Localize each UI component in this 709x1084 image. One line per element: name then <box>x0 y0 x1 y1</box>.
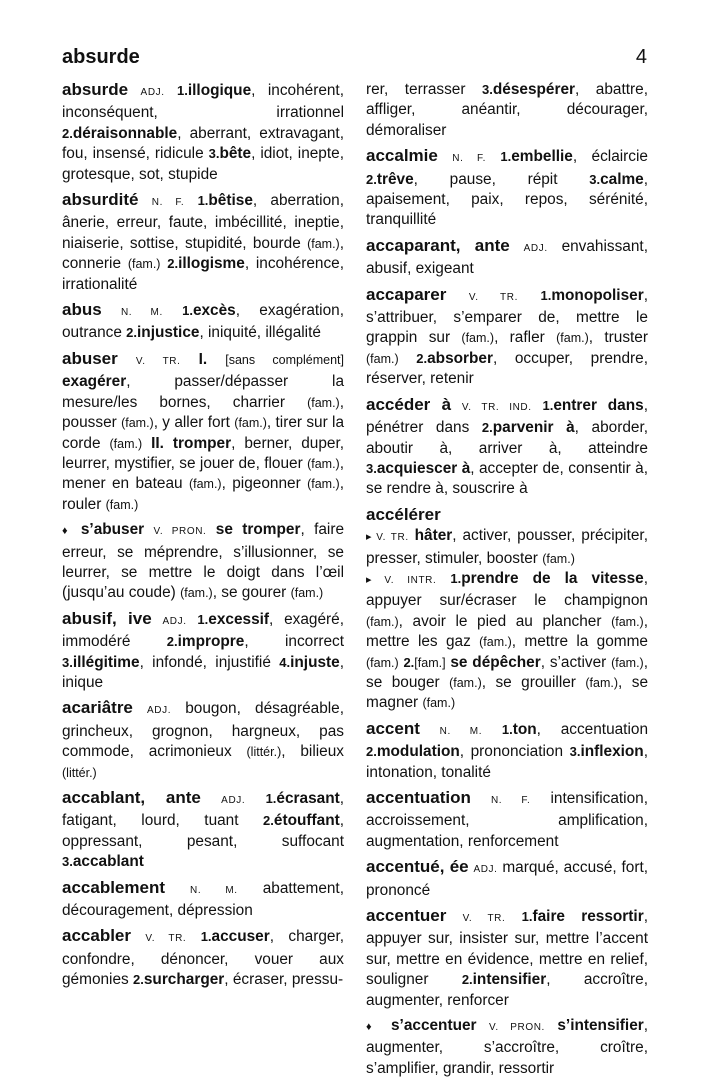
headword: accéder à <box>366 394 452 414</box>
register-label: (fam.) <box>307 456 340 471</box>
register-label: (fam.) <box>556 331 589 346</box>
keyword: faire ressortir <box>532 908 644 926</box>
running-head: absurde <box>62 46 140 68</box>
dictionary-entry: abus N. M. 1.excès, exagération, outrance 2.injustice, iniquité, illégalité <box>62 300 344 342</box>
headword: accentué, ée <box>366 857 469 877</box>
keyword: injuste <box>290 653 340 671</box>
register-label: (fam.) <box>422 696 456 711</box>
register-label: (fam.) <box>105 497 139 512</box>
sense-number: 1. <box>500 149 512 165</box>
keyword: acquiescer à <box>376 459 471 477</box>
keyword: bêtise <box>208 192 253 210</box>
register-label: (fam.) <box>449 675 482 690</box>
keyword: se tromper <box>215 521 301 539</box>
keyword: étouffant <box>273 812 340 830</box>
register-label: (fam.) <box>611 614 644 629</box>
keyword: hâter <box>414 527 453 545</box>
right-column <box>366 80 648 1084</box>
keyword: embellie <box>511 148 573 166</box>
register-label: (fam.) <box>366 614 399 629</box>
headword: accaparant, ante <box>366 235 510 255</box>
sense-number: 3. <box>482 82 493 97</box>
grammar-label: V. INTR. <box>384 574 437 586</box>
sense-number: 1. <box>182 303 193 319</box>
sense-number: 1. <box>200 929 212 945</box>
keyword: tromper <box>172 434 232 452</box>
register-label: (fam.) <box>290 586 324 601</box>
dictionary-entry: abuser V. TR. I. [sans complément] exagérer, passer/dépasser la mesure/les bornes, charrier (fam.), pousser (fam.), y aller fort (fam.), tirer sur la corde (fam.) II. tromper, berner, duper, leurrer, mystifier, se jouer de, flouer (fam.), mener en bateau (fam.), pigeonner (fam.), rouler (fam.) <box>62 348 345 513</box>
keyword: accablant <box>72 853 144 871</box>
headword: accablant, ante <box>62 788 201 807</box>
keyword: illégitime <box>72 653 140 671</box>
dictionary-entry: ♦ s’abuser V. PRON. se tromper, faire erreur, se méprendre, s’illusionner, se leurrer, se mettre le doigt dans l’œil (jusqu’au coude) (fam.), se gourer (fam.) <box>62 521 345 602</box>
bullet-marker: ▸ <box>366 531 377 544</box>
sense-number: 2. <box>263 813 274 829</box>
keyword: excessif <box>208 610 270 628</box>
register-label: (littér.) <box>246 745 282 760</box>
sense-number: 2. <box>366 744 377 760</box>
register-label: (fam.) <box>307 236 340 251</box>
sense-number: 1. <box>265 791 277 806</box>
sub-sense: ▸ V. INTR. 1.prendre de la vitesse, appuyer sur/écraser le champignon (fam.), avoir le pied au plancher (fam.), mettre les gaz (fam.), mettre la gomme (fam.) 2.[fam.] se dépêcher, s’activer (fam.), se bouger (fam.), se grouiller (fam.), se magner (fam.) <box>366 569 649 712</box>
register-label: (fam.) <box>542 551 575 566</box>
sense-number: 2. <box>461 972 473 988</box>
dictionary-entry: accablant, ante ADJ. 1.écrasant, fatigant, lourd, tuant 2.étouffant, oppressant, pesant, suffocant 3.accablant <box>62 788 345 871</box>
sense-number: 2. <box>481 420 493 436</box>
grammar-label: N. F. <box>452 153 486 165</box>
headword: absurde <box>62 80 129 99</box>
sense-number: 2. <box>133 972 144 988</box>
bullet-marker: ♦ <box>62 525 81 538</box>
register-label: (fam.) <box>366 351 399 366</box>
dictionary-entry: accaparant, ante ADJ. envahissant, abusif, exigeant <box>366 235 648 278</box>
sub-sense: ▸ V. TR. hâter, activer, pousser, précipiter, presser, stimuler, booster (fam.) <box>366 527 648 567</box>
sense-number: 1. <box>521 909 533 925</box>
grammar-label: ADJ. <box>140 87 165 98</box>
keyword: impropre <box>177 633 245 651</box>
register-label: (fam.) <box>479 635 512 650</box>
sense-number: 3. <box>208 146 220 162</box>
left-column <box>62 80 344 996</box>
register-label: (littér.) <box>62 765 97 780</box>
grammar-label: ADJ. <box>147 705 172 717</box>
register-label: (fam.) <box>188 477 222 492</box>
headword: accalmie <box>366 146 438 166</box>
sense-number: 2. <box>126 325 138 341</box>
grammar-label: V. TR. <box>135 355 181 367</box>
sense-number: 1. <box>177 83 188 98</box>
sense-number: 2. <box>166 634 178 650</box>
grammar-label: ADJ. <box>162 615 187 627</box>
keyword: exagérer <box>62 373 127 391</box>
register-label: (fam.) <box>180 586 213 601</box>
headword: accentuation <box>366 788 471 807</box>
sense-number: 2. <box>416 350 428 366</box>
grammar-label: V. PRON. <box>488 1022 545 1034</box>
dictionary-entry: accalmie N. F. 1.embellie, éclaircie 2.trêve, pause, répit 3.calme, apaisement, paix, repos, sérénité, tranquillité <box>366 146 648 229</box>
keyword: inflexion <box>580 743 644 761</box>
grammar-label: ADJ. <box>473 864 498 876</box>
keyword: II. <box>151 434 164 452</box>
dictionary-entry: accabler V. TR. 1.accuser, charger, confondre, dénoncer, vouer aux gémonies 2.surcharger, écraser, pressu- <box>62 926 344 989</box>
headword: accentuer <box>366 906 447 926</box>
register-label: (fam.) <box>307 395 340 410</box>
keyword: illogisme <box>178 255 245 273</box>
register-label: (fam.) <box>366 655 399 670</box>
sense-number: 2. <box>62 125 73 141</box>
sense-number: 1. <box>501 721 513 737</box>
register-label: (fam.) <box>121 416 154 431</box>
sense-number: 1. <box>197 611 209 627</box>
keyword: modulation <box>376 743 460 761</box>
sense-number: 1. <box>197 193 209 209</box>
dictionary-entry: accentué, ée ADJ. marqué, accusé, fort, prononcé <box>366 857 648 899</box>
headword: accabler <box>62 926 131 946</box>
keyword: bête <box>219 145 252 163</box>
register-label: (fam.) <box>127 257 161 272</box>
keyword: s’intensifier <box>557 1017 644 1035</box>
keyword: illogique <box>187 82 252 99</box>
register-label: [fam.] <box>414 655 446 670</box>
sense-number: 4. <box>279 654 291 670</box>
keyword: s’abuser <box>80 521 145 539</box>
sense-number: 2. <box>403 654 415 670</box>
grammar-label: V. TR. <box>145 933 187 945</box>
sense-number: 2. <box>167 256 179 272</box>
keyword: calme <box>600 170 644 188</box>
grammar-label: V. TR. <box>462 913 506 925</box>
keyword: écrasant <box>276 790 340 807</box>
register-label: (fam.) <box>307 477 340 492</box>
keyword: accuser <box>211 928 270 946</box>
keyword: prendre de la vitesse <box>461 569 644 587</box>
keyword: excès <box>192 302 236 320</box>
grammar-label: V. PRON. <box>153 526 207 538</box>
sense-number: 3. <box>62 854 73 870</box>
headword: abusif, ive <box>62 608 152 628</box>
grammar-label: N. M. <box>120 307 163 319</box>
keyword: monopoliser <box>551 286 644 304</box>
grammar-label: ADJ. <box>221 795 246 806</box>
dictionary-entry: accablement N. M. abattement, découragement, dépression <box>62 877 344 920</box>
grammar-label: V. TR. <box>376 532 409 544</box>
page-header <box>62 46 647 76</box>
dictionary-entry: accent N. M. 1.ton, accentuation 2.modulation, prononciation 3.inflexion, intonation, tonalité <box>366 718 648 781</box>
headword: accent <box>366 718 420 738</box>
grammar-label: N. M. <box>190 884 238 896</box>
keyword: entrer dans <box>553 396 644 414</box>
register-label: (fam.) <box>611 655 644 670</box>
grammar-label: V. TR. IND. <box>461 401 532 413</box>
headword: accablement <box>62 877 165 897</box>
sense-number: 3. <box>589 171 601 187</box>
keyword: intensifier <box>472 971 547 989</box>
grammar-label: N. M. <box>439 725 483 737</box>
headword: abuser <box>62 348 118 368</box>
sense-number: 2. <box>366 171 377 187</box>
dictionary-entry: accentuation N. F. intensification, accroissement, amplification, augmentation, renforcement <box>366 788 648 850</box>
dictionary-entry: accentuer V. TR. 1.faire ressortir, appuyer sur, insister sur, mettre l’accent sur, mettre en évidence, mettre en relief, souligner 2.intensifier, accroître, augmenter, renforcer <box>366 906 648 1009</box>
sense-number: 3. <box>569 744 581 760</box>
register-label: [sans complément] <box>225 352 344 367</box>
sense-number: 3. <box>366 460 377 476</box>
keyword: s’accentuer <box>390 1017 477 1035</box>
sense-number: 1. <box>542 397 554 413</box>
keyword: surcharger <box>143 971 225 989</box>
dictionary-entry: absurdité N. F. 1.bêtise, aberration, ânerie, erreur, faute, imbécillité, ineptie, niaiserie, sottise, stupidité, bourde (fam.), connerie (fam.) 2.illogisme, incohérence, irrationalité <box>62 190 344 293</box>
grammar-label: N. F. <box>490 795 531 806</box>
headword: accaparer <box>366 284 447 304</box>
register-label: (fam.) <box>234 416 267 431</box>
headword: absurdité <box>62 190 139 210</box>
keyword: ton <box>512 720 537 738</box>
keyword: I. <box>198 350 208 368</box>
dictionary-entry: rer, terrasser 3.désespérer, abattre, affliger, anéantir, décourager, démoraliser <box>366 81 648 139</box>
bullet-marker: ♦ <box>366 1021 391 1034</box>
keyword: trêve <box>376 170 414 188</box>
dictionary-entry: absurde ADJ. 1.illogique, incohérent, inconséquent, irrationnel 2.déraisonnable, aberrant, extravagant, fou, insensé, ridicule 3.bête, idiot, inepte, grotesque, sot, stupide <box>62 80 344 183</box>
keyword: absorber <box>427 349 493 367</box>
sense-number: 1. <box>450 570 462 586</box>
dictionary-entry: accaparer V. TR. 1.monopoliser, s’attribuer, s’emparer de, mettre le grappin sur (fam.), rafler (fam.), truster (fam.) 2.absorber, occuper, prendre, réserver, retenir <box>366 284 648 388</box>
dictionary-entry: acariâtre ADJ. bougon, désagréable, grincheux, grognon, hargneux, pas commode, acrimonieux (littér.), bilieux (littér.) <box>62 698 345 780</box>
headword: abus <box>62 300 102 320</box>
grammar-label: V. TR. <box>468 291 518 303</box>
headword: acariâtre <box>62 698 133 718</box>
keyword: désespérer <box>492 81 575 98</box>
headword: accélérer <box>366 504 441 524</box>
keyword: injustice <box>137 324 200 342</box>
sense-number: 1. <box>540 287 552 303</box>
grammar-label: N. F. <box>151 197 185 209</box>
page-number: 4 <box>635 46 647 68</box>
keyword: parvenir à <box>492 419 575 437</box>
sense-number: 3. <box>62 654 73 670</box>
dictionary-entry: ♦ s’accentuer V. PRON. s’intensifier, augmenter, s’accroître, croître, s’amplifier, grandir, ressortir <box>366 1017 649 1077</box>
keyword: déraisonnable <box>72 124 178 142</box>
dictionary-entry <box>366 505 648 714</box>
register-label: (fam.) <box>109 436 143 451</box>
dictionary-entry: accéder à V. TR. IND. 1.entrer dans, pénétrer dans 2.parvenir à, aborder, aboutir à, arriver à, atteindre 3.acquiescer à, accepter de, consentir à, se rendre à, souscrire à <box>366 394 649 498</box>
bullet-marker: ▸ <box>366 573 385 586</box>
grammar-label: ADJ. <box>523 242 548 254</box>
keyword: se dépêcher <box>450 653 541 671</box>
dictionary-entry: abusif, ive ADJ. 1.excessif, exagéré, immodéré 2.impropre, incorrect 3.illégitime, infondé, injustifié 4.injuste, inique <box>62 608 345 691</box>
register-label: (fam.) <box>585 675 619 690</box>
register-label: (fam.) <box>461 331 495 346</box>
